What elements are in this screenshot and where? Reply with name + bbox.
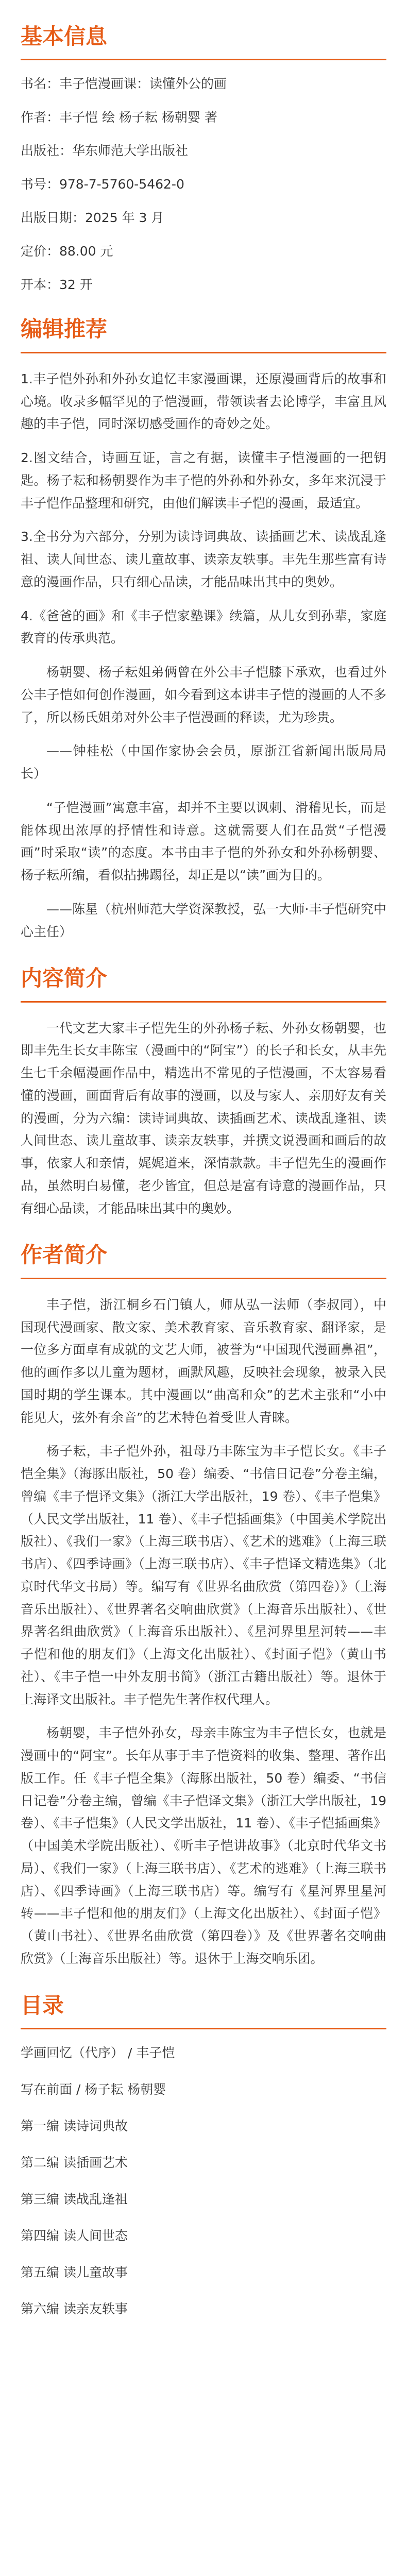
info-authors: 作者：丰子恺 绘 杨子耘 杨朝婴 著 xyxy=(21,110,217,125)
info-publisher: 出版社：华东师范大学出版社 xyxy=(21,143,189,159)
quote-byline-zhong: ——钟桂松（中国作家协会会员，原浙江省新闻出版局局长） xyxy=(21,743,386,782)
toc-item-part-6: 第六编 读亲友轶事 xyxy=(21,2301,128,2316)
author-bio-yang-ziyun: 杨子耘，丰子恺外孙，祖母乃丰陈宝为丰子恺长女。《丰子恺全集》（海豚出版社，50 卷）编委、“书信日记卷”分卷主编，曾编《丰子恺译文集》（浙江大学出版社，19 卷）、《丰子恺集》（人民文学出版社，11 卷）、《丰子恺插画集》（中国美术学院出版社）、《我们一家》（上海三联书店）、《艺术的逃难》（上海三联书店）、《四季诗画》（上海三联书店）、《丰子恺译文精选集》（北京时代华文书局）等。编写有《世界名曲欣赏（第四卷）》（上海音乐出版社）、《世界著名交响曲欣赏》（上海音乐出版社）、《世界著名组曲欣赏》（上海音乐出版社）、《星河界里星河转——丰子恺和他的朋友们》（上海文化出版社）、《封面子恺》（黄山书社）、《丰子恺一中外友朋书简》（浙江古籍出版社）等。退休于上海译文出版社。丰子恺先生著作权代理人。 xyxy=(21,1444,386,1707)
summary-heading: 内容简介 xyxy=(21,965,108,991)
info-book-title: 书名：丰子恺漫画课：读懂外公的画 xyxy=(21,76,227,92)
recommendation-point-3: 3.全书分为六部分，分别为读诗词典故、读插画艺术、读战乱逢祖、读人间世态、读儿童故事、读亲友轶事。丰先生那些富有诗意的漫画作品，只有细心品读，才能品味出其中的奥妙。 xyxy=(21,529,386,589)
quote-text-chen: “子恺漫画”寓意丰富，却并不主要以讽刺、滑稽见长，而是能体现出浓厚的抒情性和诗意。这就需要人们在品赏“子恺漫画”时采取“读”的态度。本书由丰子恺的外孙女和外孙杨朝婴、杨子耘所编，看似拈拂踢径，却正是以“读”画为目的。 xyxy=(21,800,386,883)
author-bio-yang-zhaoying: 杨朝婴，丰子恺外孙女，母亲丰陈宝为丰子恺长女，也就是漫画中的“阿宝”。长年从事于丰子恺资料的收集、整理、著作出版工作。任《丰子恺全集》（海豚出版社，50 卷）编委、“书信日记卷”分卷主编，曾编《丰子恺译文集》（浙江大学出版社，19 卷）、《丰子恺集》（人民文学出版社，11 卷）、《丰子恺插画集》（中国美术学院出版社）、《听丰子恺讲故事》（北京时代华文书局）、《我们一家》（上海三联书店）、《艺术的逃难》（上海三联书店）、《四季诗画》（上海三联书店）等。编写有《星河界里星河转——丰子恺和他的朋友们》（上海文化出版社）、《封面子恺》（黄山书社）、《世界名曲欣赏（第四卷）》及《世界著名交响曲欣赏》（上海音乐出版社）等。退休于上海交响乐团。 xyxy=(21,1725,386,1966)
info-price: 定价：88.00 元 xyxy=(21,244,113,259)
toc-item-part-1: 第一编 读诗词典故 xyxy=(21,2118,128,2133)
toc-section xyxy=(21,1993,386,2318)
info-format: 开本：32 开 xyxy=(21,277,93,293)
toc-heading: 目录 xyxy=(21,1992,64,2018)
summary-section xyxy=(21,965,386,1219)
author-bio-feng: 丰子恺，浙江桐乡石门镇人，师从弘一法师（李叔同），中国现代漫画家、散文家、美术教育家、音乐教育家、翻译家，是一位多方面卓有成就的文艺大师，被誉为“中国现代漫画鼻祖”，他的画作多以儿童为题材，画默风趣，反映社会现象，被录入民国时期的学生课本。其中漫画以“曲高和众”的艺术主张和“小中能见大，弦外有余音”的艺术特色着受世人青睐。 xyxy=(21,1297,386,1425)
summary-divider xyxy=(21,1001,386,1003)
quote-byline-chen: ——陈星（杭州师范大学资深教授，弘一大师·丰子恺研究中心主任） xyxy=(21,901,386,939)
summary-paragraph: 一代文艺大家丰子恺先生的外孙杨子耘、外孙女杨朝婴，也即丰先生长女丰陈宝（漫画中的“阿宝”）的长子和长女，从丰先生七千余幅漫画作品中，精选出不常见的子恺漫画，不太容易看懂的漫画，画面背后有故事的漫画，以及与家人、亲朋好友有关的漫画，分为六编：读诗词典故、读插画艺术、读战乱逢祖、读人间世态、读儿童故事、读亲友轶事，并撰文说漫画和画后的故事，依家人和亲情，娓娓道来，深情款款。丰子恺先生的漫画作品，虽然明白易懂，老少皆宜，但总是富有诗意的漫画作品，只有细心品读，才能品味出其中的奥妙。 xyxy=(21,1020,386,1216)
author-section xyxy=(21,1242,386,1970)
recommendation-divider xyxy=(21,352,386,353)
info-isbn: 书号：978-7-5760-5462-0 xyxy=(21,177,184,192)
basic-info-divider xyxy=(21,59,386,60)
recommendation-point-2: 2.图文结合，诗画互证，言之有据，读懂丰子恺漫画的一把钥匙。杨子耘和杨朝婴作为丰子恺的外孙和外孙女，多年来沉浸于丰子恺作品整理和研究，由他们解读丰子恺的漫画，最适宜。 xyxy=(21,450,386,511)
recommendation-heading: 编辑推荐 xyxy=(21,316,108,342)
recommendation-section xyxy=(21,316,386,943)
quote-text-zhong: 杨朝婴、杨子耘姐弟俩曾在外公丰子恺膝下承欢，也看过外公丰子恺如何创作漫画，如今看到这本讲丰子恺的漫画的人不多了，所以杨氏姐弟对外公丰子恺漫画的释读，尤为珍贵。 xyxy=(21,665,386,725)
toc-item-foreword: 写在前面 / 杨子耘 杨朝婴 xyxy=(21,2081,166,2097)
recommendation-point-1: 1.丰子恺外孙和外孙女追忆丰家漫画课，还原漫画背后的故事和心境。收录多幅罕见的子恺漫画，带领读者去论博学，丰富且风趣的丰子恺，同时深切感受画作的奇妙之处。 xyxy=(21,371,386,432)
basic-info-section xyxy=(21,24,386,294)
toc-item-part-5: 第五编 读儿童故事 xyxy=(21,2264,128,2280)
author-heading: 作者简介 xyxy=(21,1242,108,1268)
basic-info-heading: 基本信息 xyxy=(21,24,108,49)
info-pub-date: 出版日期：2025 年 3 月 xyxy=(21,210,164,226)
toc-item-part-4: 第四编 读人间世态 xyxy=(21,2228,128,2243)
recommendation-point-4: 4.《爸爸的画》和《丰子恺家塾课》续篇，从儿女到孙辈，家庭教育的传承典范。 xyxy=(21,608,386,646)
book-page xyxy=(0,24,407,2318)
toc-item-preface: 学画回忆（代序） / 丰子恺 xyxy=(21,2045,175,2060)
toc-item-part-3: 第三编 读战乱逢祖 xyxy=(21,2191,128,2207)
toc-divider xyxy=(21,2028,386,2029)
toc-item-part-2: 第二编 读插画艺术 xyxy=(21,2155,128,2170)
author-divider xyxy=(21,1278,386,1279)
